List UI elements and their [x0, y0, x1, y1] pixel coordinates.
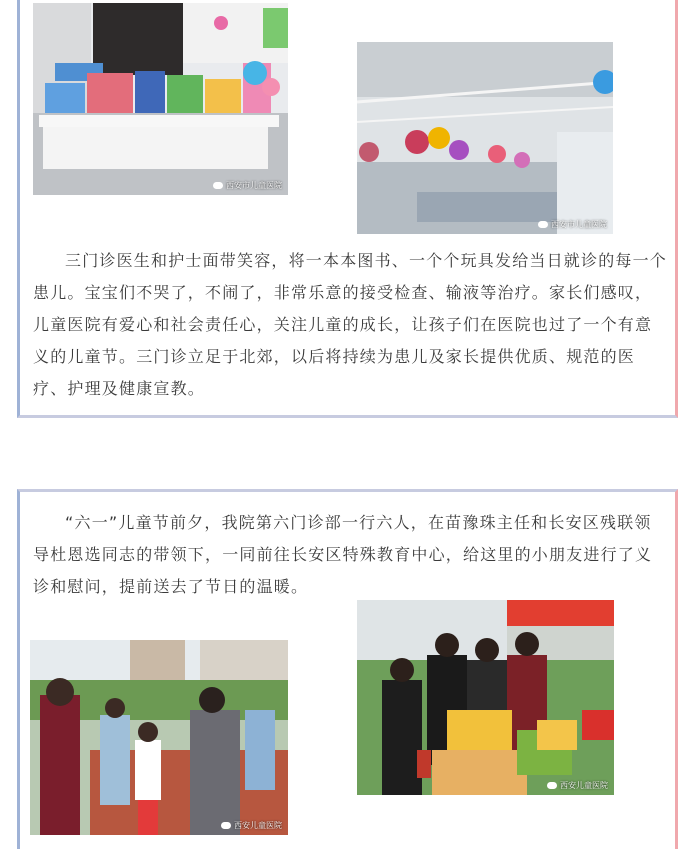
wechat-icon: [547, 782, 557, 789]
wechat-icon: [213, 182, 223, 189]
photo-kids-outdoor: [30, 640, 288, 835]
wechat-icon: [221, 822, 231, 829]
watermark: [221, 820, 282, 831]
photo-kids-outdoor-art: [30, 640, 288, 835]
watermark: [547, 780, 608, 791]
watermark-text: 西安儿童医院: [560, 781, 608, 790]
photo-balloons-hall: [357, 42, 613, 234]
photo-books-toys-art: [33, 3, 288, 195]
section-2-paragraph: “六一”儿童节前夕，我院第六门诊部一行六人，在苗豫珠主任和长安区残联领导杜恩选同志的带领下，一同前往长安区特殊教育中心，给这里的小朋友进行了义诊和慰问，提前送去了节日的温暖。: [33, 513, 653, 596]
article-section-1: [17, 0, 678, 418]
watermark: [213, 180, 282, 191]
article-section-2: [17, 489, 678, 849]
wechat-icon: [538, 221, 548, 228]
photo-staff-gifts-art: [357, 600, 614, 795]
photo-staff-gifts: [357, 600, 614, 795]
section-1-paragraph: 三门诊医生和护士面带笑容，将一本本图书、一个个玩具发给当日就诊的每一个患儿。宝宝们不哭了，不闹了，非常乐意的接受检查、输液等治疗。家长们感叹，儿童医院有爱心和社会责任心，关注儿童的成长，让孩子们在医院也过了一个有意义的儿童节。三门诊立足于北郊，以后将持续为患儿及家长提供优质、规范的医疗、护理及健康宣教。: [33, 251, 668, 398]
photo-balloons-hall-art: [357, 42, 613, 234]
watermark-text: 西安市儿童医院: [226, 181, 282, 190]
watermark-text: 西安市儿童医院: [551, 220, 607, 229]
watermark: [538, 219, 607, 230]
watermark-text: 西安儿童医院: [234, 821, 282, 830]
photo-books-toys: [33, 3, 288, 195]
